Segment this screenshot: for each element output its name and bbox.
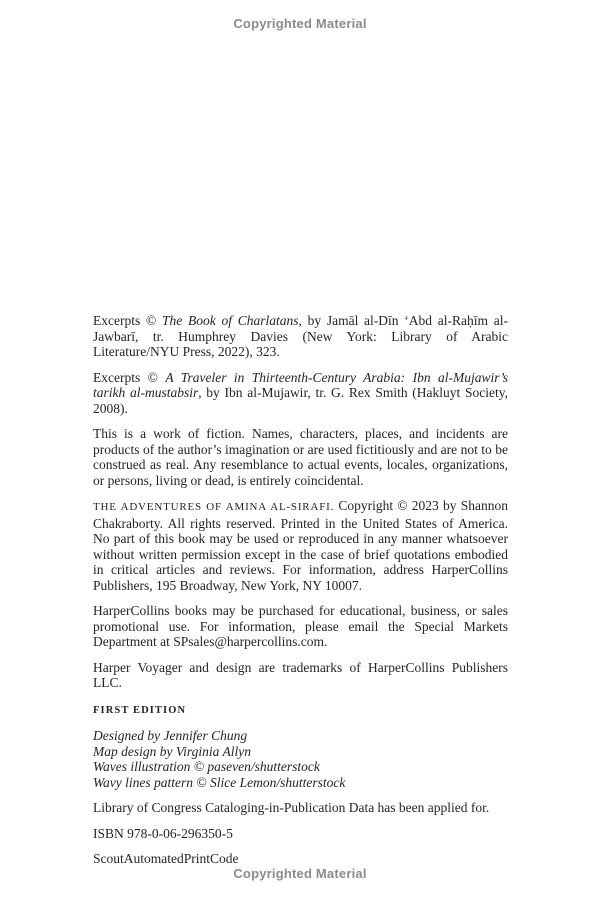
printer-code: ScoutAutomatedPrintCode <box>93 851 239 866</box>
copyrighted-material-banner-bottom: Copyrighted Material <box>233 866 367 881</box>
copyright-page-text-block <box>93 313 508 877</box>
credit-waves-illustration: Waves illustration © paseven/shutterstock <box>93 759 320 774</box>
sales-promotion-notice: HarperCollins books may be purchased for educational, business, or sales promotional use. For information, please email the Special Markets Department at SPsales@harpercollins.com. <box>93 603 508 649</box>
credit-designer: Designed by Jennifer Chung <box>93 728 248 743</box>
credit-map-designer: Map design by Virginia Allyn <box>93 743 251 759</box>
copyrighted-material-banner-top: Copyrighted Material <box>233 16 367 31</box>
cataloging-data-notice: Library of Congress Cataloging-in-Publication Data has been applied for. <box>93 800 490 815</box>
excerpt-credit-traveler: Excerpts © A Traveler in Thirteenth-Century Arabia: Ibn al-Mujawir’s tarikh al-mustabsir, by Ibn al-Mujawir, tr. G. Rex Smith (Hakluyt Society, 2008). <box>93 369 508 416</box>
credit-wavy-lines-pattern: Wavy lines pattern © Slice Lemon/shutterstock <box>93 774 346 790</box>
excerpt-credit-charlatans: Excerpts © The Book of Charlatans, by Jamāl al-Dīn ‘Abd al-Raḥīm al-Jawbarī, tr. Humphrey Davies (New York: Library of Arabic Literature/NYU Press, 2022), 323. <box>93 313 508 359</box>
fiction-disclaimer: This is a work of fiction. Names, characters, places, and incidents are products of the author’s imagination or are used fictitiously and are not to be construed as real. Any resemblance to actual events, locales, organizations, or persons, living or dead, is entirely coincidental. <box>93 426 508 488</box>
trademark-notice: Harper Voyager and design are trademarks of HarperCollins Publishers LLC. <box>93 659 508 690</box>
copyright-notice: THE ADVENTURES OF AMINA AL-SIRAFI. Copyright © 2023 by Shannon Chakraborty. All rights reserved. Printed in the United States of America. No part of this book may be used or reproduced in any manner whatsoever without written permission except in the case of brief quotations embodied in critical articles and reviews. For information, address HarperCollins Publishers, 195 Broadway, New York, NY 10007. <box>93 498 508 593</box>
edition-notice: FIRST EDITION <box>93 704 187 716</box>
isbn-number: ISBN 978-0-06-296350-5 <box>93 825 233 841</box>
design-credits <box>93 728 508 790</box>
